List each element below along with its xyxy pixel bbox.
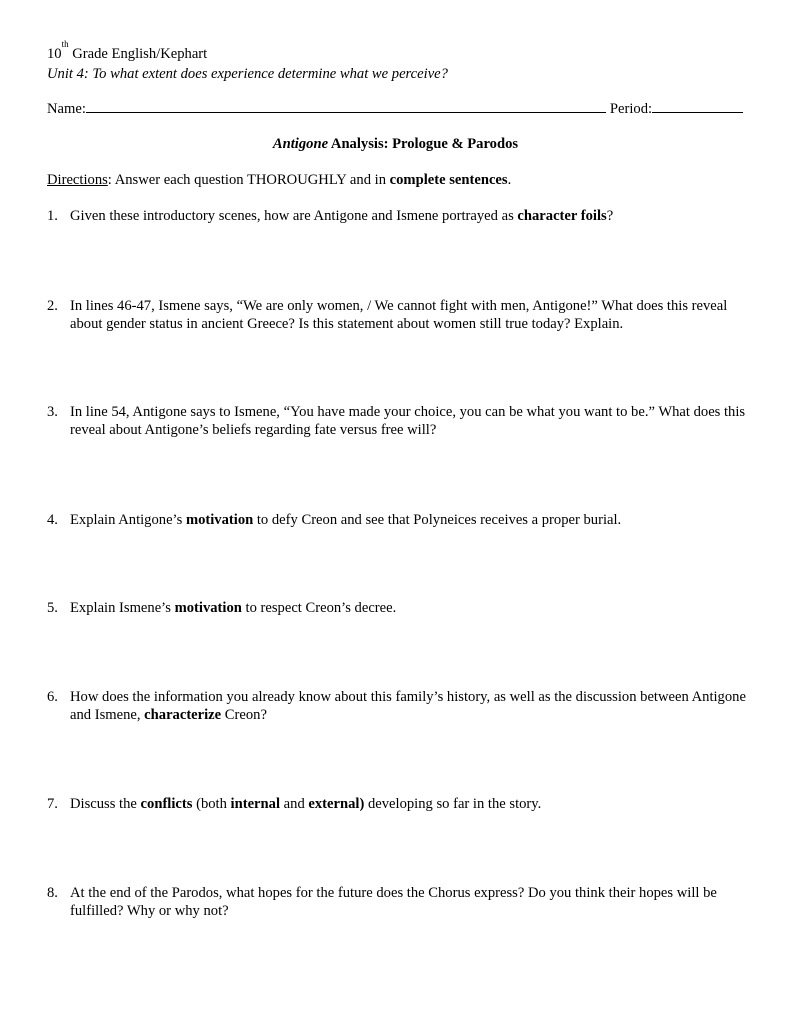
question-4: 4. Explain Antigone’s motivation to defy Creon and see that Polyneices receives a proper burial.	[47, 512, 622, 528]
name-period-row	[47, 99, 743, 118]
question-7: 7. Discuss the conflicts (both internal and external) developing so far in the story.	[47, 796, 542, 812]
question-3: 3. In line 54, Antigone says to Ismene, “You have made your choice, you can be what you want to be.” What does this reveal about Antigone’s beliefs regarding fate versus free will?	[47, 404, 746, 438]
question-1: 1. Given these introductory scenes, how are Antigone and Ismene portrayed as character foils?	[47, 208, 614, 224]
unit-question: Unit 4: To what extent does experience determine what we perceive?	[47, 66, 448, 82]
period-label: Period:	[609, 101, 653, 117]
question-5: 5. Explain Ismene’s motivation to respect Creon’s decree.	[47, 600, 397, 616]
question-2: 2. In lines 46-47, Ismene says, “We are only women, / We cannot fight with men, Antigone!” What does this reveal about gender status in ancient Greece? Is this statement about women still true today? Explain.	[47, 298, 728, 332]
worksheet-title: Antigone Analysis: Prologue & Parodos	[272, 136, 519, 152]
directions: Directions: Answer each question THOROUGHLY and in complete sentences.	[47, 172, 512, 188]
period-blank[interactable]	[652, 99, 743, 113]
question-8: 8. At the end of the Parodos, what hopes for the future does the Chorus express? Do you think their hopes will be fulfilled? Why or why not?	[47, 885, 717, 919]
name-label: Name:	[47, 101, 86, 117]
course-line: 10th Grade English/Kephart	[47, 39, 208, 62]
name-blank[interactable]	[86, 99, 606, 113]
question-6: 6. How does the information you already know about this family’s history, as well as the discussion between Antigone and Ismene, characterize Creon?	[47, 689, 746, 723]
